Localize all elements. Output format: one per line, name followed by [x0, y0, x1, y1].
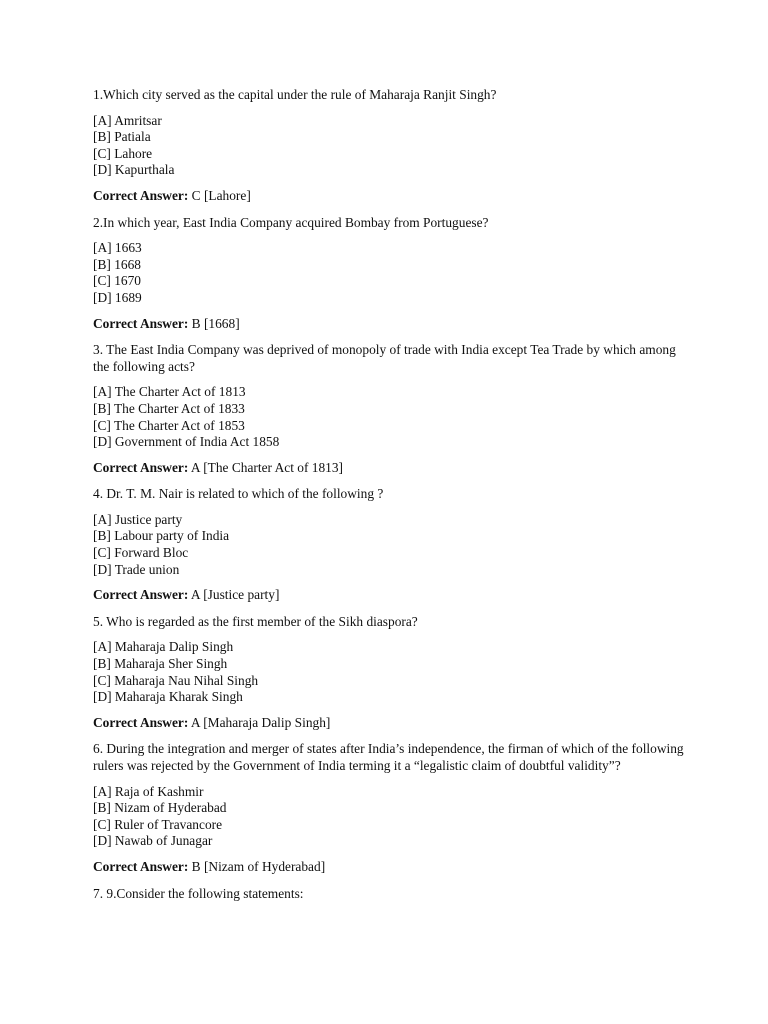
option-a: [A] Justice party [93, 511, 183, 527]
option-a: [A] Amritsar [93, 112, 162, 128]
answer-label: Correct Answer: [93, 858, 189, 874]
option-b: [B] Nizam of Hyderabad [93, 800, 227, 816]
question-2 [93, 215, 693, 333]
question-6 [93, 741, 693, 875]
question-7 [93, 886, 693, 903]
option-d: [D] Government of India Act 1858 [93, 434, 280, 450]
answer-label: Correct Answer: [93, 459, 189, 475]
option-c: [C] Lahore [93, 145, 153, 161]
question-3 [93, 342, 693, 476]
correct-answer [93, 587, 693, 604]
answer-value: A [The Charter Act of 1813] [190, 459, 344, 475]
correct-answer [93, 316, 693, 333]
correct-answer [93, 188, 693, 205]
question-text: 3. The East India Company was deprived of monopoly of trade with India except Tea Trade by which among the following acts? [93, 342, 676, 374]
option-c: [C] Forward Bloc [93, 545, 189, 561]
option-b: [B] Maharaja Sher Singh [93, 656, 228, 672]
answer-value: B [Nizam of Hyderabad] [191, 858, 326, 874]
question-5 [93, 614, 693, 732]
option-a: [A] The Charter Act of 1813 [93, 384, 246, 400]
question-text: 6. During the integration and merger of states after India’s independence, the firman of which of the following rulers was rejected by the Government of India terming it a “legalistic claim of doubtful validity”? [93, 741, 684, 773]
answer-value: B [1668] [191, 315, 240, 331]
answer-label: Correct Answer: [93, 315, 189, 331]
question-text: 1.Which city served as the capital under the rule of Maharaja Ranjit Singh? [93, 87, 497, 102]
question-text: 4. Dr. T. M. Nair is related to which of the following ? [93, 486, 384, 502]
answer-label: Correct Answer: [93, 714, 189, 730]
option-c: [C] 1670 [93, 273, 141, 289]
answer-label: Correct Answer: [93, 587, 189, 603]
option-a: [A] Maharaja Dalip Singh [93, 639, 234, 655]
option-a: [A] Raja of Kashmir [93, 783, 204, 799]
correct-answer [93, 859, 693, 876]
correct-answer [93, 460, 693, 477]
option-a: [A] 1663 [93, 240, 142, 256]
answer-value: A [Justice party] [190, 587, 280, 603]
question-text: 2.In which year, East India Company acquired Bombay from Portuguese? [93, 214, 489, 230]
option-b: [B] Labour party of India [93, 528, 230, 544]
option-c: [C] Maharaja Nau Nihal Singh [93, 672, 259, 688]
option-d: [D] Kapurthala [93, 162, 175, 178]
option-c: [C] Ruler of Travancore [93, 816, 223, 832]
option-c: [C] The Charter Act of 1853 [93, 417, 245, 433]
option-b: [B] Patiala [93, 129, 151, 145]
option-b: [B] The Charter Act of 1833 [93, 400, 245, 416]
question-4 [93, 486, 693, 604]
option-d: [D] Trade union [93, 561, 180, 577]
option-d: [D] Nawab of Junagar [93, 833, 213, 849]
question-text: 5. Who is regarded as the first member of the Sikh diaspora? [93, 613, 418, 629]
question-text: 7. 9.Consider the following statements: [93, 885, 304, 901]
answer-label: Correct Answer: [93, 187, 189, 203]
answer-value: C [Lahore] [191, 187, 251, 203]
document-page [93, 87, 693, 912]
correct-answer [93, 715, 693, 732]
option-d: [D] 1689 [93, 289, 142, 305]
option-b: [B] 1668 [93, 256, 141, 272]
option-d: [D] Maharaja Kharak Singh [93, 689, 243, 705]
question-1 [93, 87, 693, 205]
answer-value: A [Maharaja Dalip Singh] [190, 714, 331, 730]
